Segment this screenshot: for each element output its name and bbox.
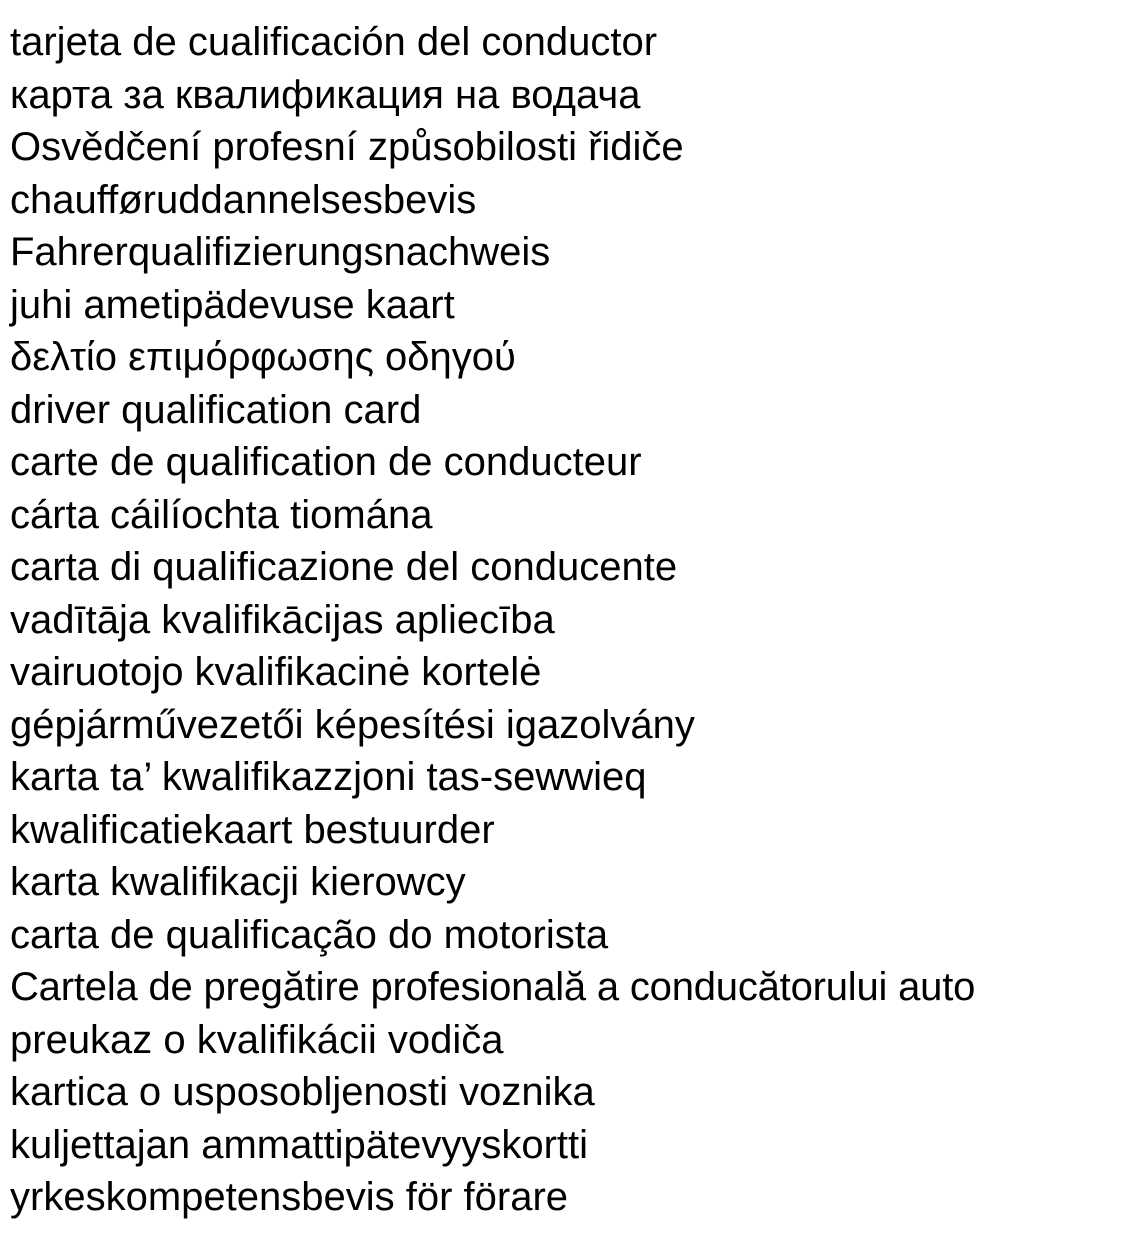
term-line-lt: vairuotojo kvalifikacinė kortelė [10,650,542,694]
term-line-da: chaufføruddannelsesbevis [10,177,477,222]
term-line-it: carta di qualificazione del conducente [10,545,678,589]
term-line-fr: carte de qualification de conducteur [10,440,642,484]
term-line-en: driver qualification card [10,387,422,432]
term-line-fi: kuljettajan ammattipätevyyskortti [10,1122,589,1167]
term-line-sk: preukaz o kvalifikácii vodiča [10,1017,504,1062]
term-line-ga: cárta cáilíochta tiomána [10,492,433,537]
term-line-ro: Cartela de pregătire profesională a conducătorului auto [10,965,976,1009]
term-line-bg: карта за квалификация на водача [10,72,641,117]
term-line-de: Fahrerqualifizierungsnachweis [10,230,551,274]
term-line-mt: karta ta’ kwalifikazzjoni tas-sewwieq [10,755,647,799]
translation-list [10,16,1148,1224]
term-line-pl: karta kwalifikacji kierowcy [10,860,466,904]
term-line-sl: kartica o usposobljenosti voznika [10,1070,595,1114]
term-line-nl: kwalificatiekaart bestuurder [10,807,495,852]
term-line-cs: Osvědčení profesní způsobilosti řidiče [10,125,684,169]
term-line-pt: carta de qualificação do motorista [10,912,609,957]
term-line-es: tarjeta de cualificación del conductor [10,20,658,64]
term-line-lv: vadītāja kvalifikācijas apliecība [10,597,555,642]
term-line-el: δελτίο επιμόρφωσης οδηγού [10,335,516,379]
term-line-hu: gépjárművezetői képesítési igazolvány [10,702,695,747]
term-line-sv: yrkeskompetensbevis för förare [10,1175,569,1219]
term-line-et: juhi ametipädevuse kaart [10,282,455,327]
